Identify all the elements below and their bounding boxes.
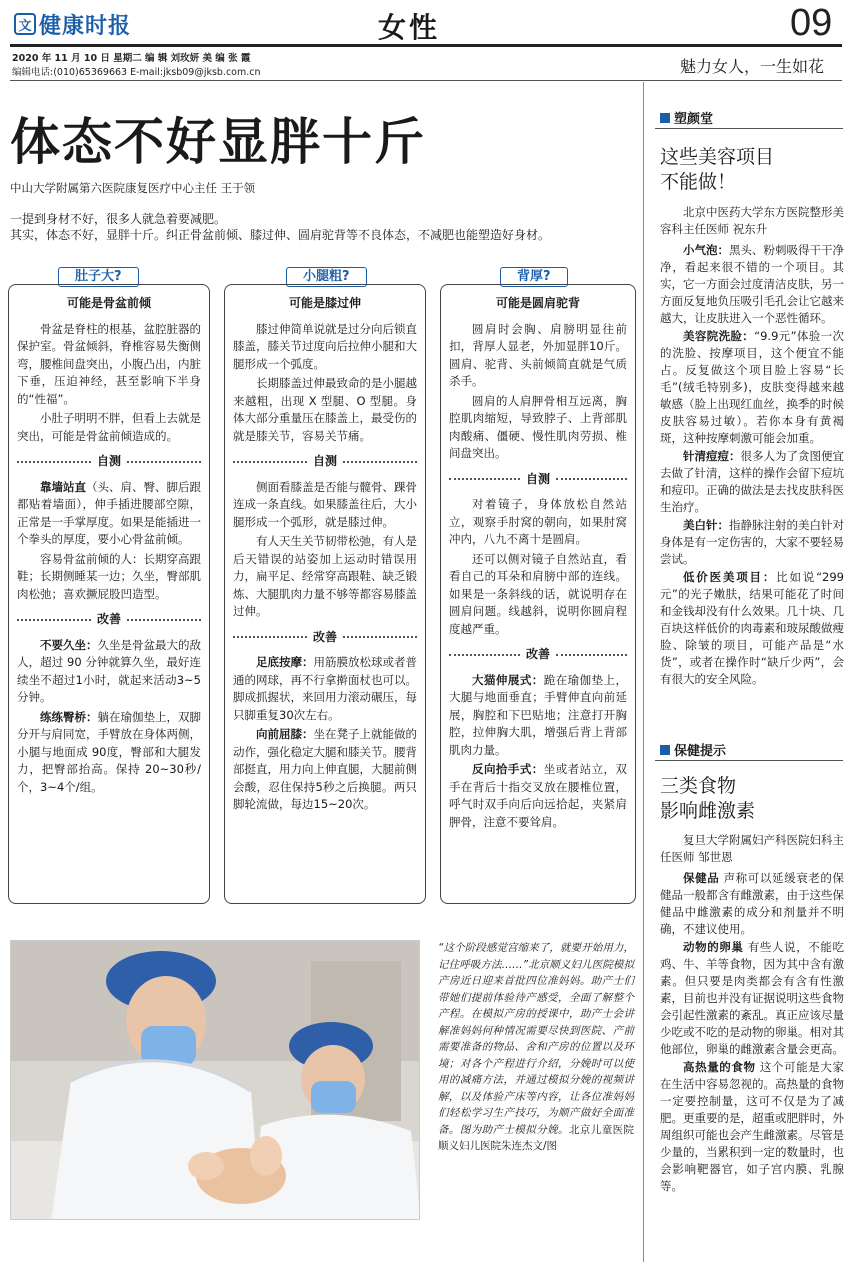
sidebar-article-food xyxy=(660,832,844,1196)
paragraph: 美白针：指静脉注射的美白针对身体是有一定伤害的，大家不要轻易尝试。 xyxy=(660,518,844,566)
square-bullet-icon xyxy=(660,745,670,755)
column-subhead: 可能是膝过伸 xyxy=(288,296,361,310)
paragraph: 不要久坐：久坐是骨盆最大的敌人，超过 90 分钟就算久坐，最好连续坐不超过1小时，就起来活动3~5分钟。 xyxy=(17,637,201,704)
page-number: 09 xyxy=(790,2,833,44)
paragraph: 练练臀桥：躺在瑜伽垫上，双脚分开与肩同宽，手臂放在身体两侧，小腿与地面成 90度，臀部和大腿发力，把臀部抬高。保持 20~30秒/个，3~4个/组。 xyxy=(17,709,201,794)
paragraph: 容易骨盆前倾的人：长期穿高跟鞋；长期侧睡某一边；久坐，臀部肌肉松弛；喜欢撅屁股凹造型。 xyxy=(17,551,201,601)
column-calf xyxy=(224,284,426,904)
logo-mark-icon: 文 xyxy=(14,13,36,35)
photo-illustration xyxy=(11,941,420,1220)
photo-credit: 北京儿童医院顺义妇儿医院朱连杰文/图 xyxy=(438,1123,635,1152)
self-test-divider: 自测 xyxy=(233,453,417,471)
paragraph: 长期膝盖过伸最致命的是小腿越来越粗，出现 X 型腿、O 型腿。身体大部分重量压在膝盖上，最受伤的就是膝关节，容易关节痛。 xyxy=(233,376,417,443)
sidebar-source: 复旦大学附属妇产科医院妇科主任医师 邹世恩 xyxy=(660,833,844,864)
paragraph: 圆肩的人肩胛骨相互远离，胸腔肌肉缩短，导致脖子、上背部肌肉酸痛、僵硬、慢性肌肉劳损、椎间盘突出。 xyxy=(449,393,627,460)
header-rule xyxy=(10,44,842,47)
column-belly xyxy=(8,284,210,904)
section-title: 女性 xyxy=(378,11,441,44)
square-bullet-icon xyxy=(660,113,670,123)
column-subhead: 可能是圆肩驼背 xyxy=(495,296,580,310)
news-photo xyxy=(10,940,420,1220)
paragraph: 小肚子明明不胖，但看上去就是突出，可能是骨盆前倾造成的。 xyxy=(17,411,201,443)
article-intro: 其实，体态不好，显胖十斤。纠正骨盆前倾、膝过伸、圆肩驼背等不良体态，不减肥也能塑造好身材。 xyxy=(10,228,551,242)
improve-divider: 改善 xyxy=(233,629,417,647)
sidebar-rule xyxy=(655,128,843,129)
improve-divider: 改善 xyxy=(17,611,201,629)
article-author: 中山大学附属第六医院康复医疗中心主任 王于领 xyxy=(10,181,256,195)
paragraph: 圆肩时会胸、肩膀明显往前扣，背厚人显老，外加显胖10斤。圆肩、驼背、头前倾简直就是气质杀手。 xyxy=(449,321,627,388)
paragraph: 足底按摩：用筋膜放松球或者普通的网球，再不行拿擀面杖也可以。脚成抓握状，来回用力滚动碾压，每只脚重复30次左右。 xyxy=(233,655,417,722)
self-test-divider: 自测 xyxy=(17,453,201,471)
sidebar-section-label: 塑颜堂 xyxy=(660,108,713,127)
sidebar-article-beauty xyxy=(660,204,844,689)
paragraph: 低价医美项目：比如说“299元”的光子嫩肤，结果可能花了时间和金钱却没有什么效果。几十块、几百块这样低价的肉毒素和玻尿酸做瘦脸、除皱的项目，可能产品是“水货”，或者在操作时“缺斤少两”，会有很大的安全风险。 xyxy=(660,570,844,686)
article-intro: 一提到身材不好，很多人就急着要减肥。 xyxy=(10,212,227,226)
paragraph: 侧面看膝盖是否能与髋骨、踝骨连成一条直线。如果膝盖往后，大小腿形成一个弧形，就是膝过伸。 xyxy=(233,479,417,529)
sidebar-source: 北京中医药大学东方医院整形美容科主任医师 祝东升 xyxy=(660,205,844,236)
paragraph: 小气泡：黑头、粉刺吸得干干净净，看起来很不错的一个项目。其实，它一方面会过度清洁皮肤，另一方面反复地负压吸引毛孔会让它越来越大，让皮肤进入一个恶性循环。 xyxy=(660,243,844,325)
column-header-belly: 肚子大? xyxy=(58,267,139,287)
paragraph: 靠墙站直（头、肩、臀、脚后跟都贴着墙面），伸手插进腰部空隙，正常是一手掌厚度。如果是能插进一个拳头的厚度，要小心骨盆前倾。 xyxy=(17,479,201,546)
newspaper-logo xyxy=(14,8,144,40)
improve-divider: 改善 xyxy=(449,646,627,664)
paragraph: 反向拾手式：坐或者站立，双手在背后十指交叉放在腰椎位置，呼气时双手向后向远拾起，夹紧肩胛骨，注意不要耸肩。 xyxy=(449,762,627,829)
self-test-divider: 自测 xyxy=(449,471,627,489)
section-slogan: 魅力女人，一生如花 xyxy=(680,57,825,76)
paragraph: 膝过伸简单说就是过分向后锁直膝盖，膝关节过度向后拉伸小腿和大腿形成一个弧度。 xyxy=(233,321,417,371)
photo-caption xyxy=(438,940,634,1155)
sidebar-title: 这些美容项目 不能做！ xyxy=(660,146,775,193)
paragraph: 保健品 声称可以延缓衰老的保健品一般都含有雌激素，由于这些保健品中雌激素的成分和剂量并不明确，不建议使用。 xyxy=(660,871,845,936)
paragraph: 针清痘痘：很多人为了贪图便宜去做了针清，这样的操作会留下痘坑和痘印。正确的做法是去找皮肤科医生治疗。 xyxy=(660,449,844,514)
issue-meta: 2020 年 11 月 10 日 星期二 编 辑 刘玫妍 美 编 张 霞 xyxy=(12,53,251,64)
paragraph: 有人天生关节韧带松弛，有人是后天错误的站姿加上运动时错误用力，扁平足、经常穿高跟鞋、缺乏锻炼、大腿肌肉力量不够等都容易膝盖过伸。 xyxy=(233,534,417,618)
contact-meta: 编辑电话:(010)65369663 E-mail:jksb09@jksb.com.cn xyxy=(12,67,261,78)
newspaper-name: 健康时报 xyxy=(39,12,132,39)
column-separator xyxy=(643,82,644,1262)
article-headline: 体态不好显胖十斤 xyxy=(10,112,426,171)
paragraph: 大猫伸展式：跪在瑜伽垫上，大腿与地面垂直；手臂伸直向前延展，胸腔和下巴贴地；注意打开胸腔，拉伸胸大肌，增强后背上背部肌肉力量。 xyxy=(449,672,627,757)
paragraph: 动物的卵巢 有些人说，不能吃鸡、牛、羊等食物，因为其中含有激素。但只要是肉类都会有含有性激素，目前也并没有证据说明这些食物会引起性激素的紊乱。真正应该尽量少吃或不吃的是动物的卵巢。相对其他部位，卵巢的雌激素含量会更高。 xyxy=(660,940,845,1056)
paragraph: 美容院洗脸：“9.9元”体验一次的洗脸、按摩项目，这个便宜不能占。反复做这个项目脸上容易“长毛”(绒毛特别多)，皮肤变得越来越敏感（脸上出现红血丝，换季的时候皮肤容易过敏）。若你本身有黄褐斑，这种按摩刺激可能会加重。 xyxy=(660,329,844,445)
header-rule-thin xyxy=(10,80,842,81)
column-header-calf: 小腿粗? xyxy=(286,267,367,287)
paragraph: 高热量的食物 这个可能是大家在生活中容易忽视的。高热量的食物一定要控制量，这可不仅是为了减肥。更重要的是，超重或肥胖时，外周组织可能也会产生雌激素。尽管是少量的，当累积到一定的数量时，也会影响靶器官，如子宫内膜、乳腺等。 xyxy=(660,1060,845,1193)
paragraph: 对着镜子，身体放松自然站立，观察手肘窝的朝向，如果肘窝冲内，八九不离十是圆肩。 xyxy=(449,497,627,546)
paragraph: 骨盆是脊柱的根基，盆腔脏器的保护室。骨盆倾斜，脊椎容易失衡侧弯，腰椎间盘突出，小腹凸出，内脏下垂，压迫神经，甚至影响下半身的“性福”。 xyxy=(17,321,201,406)
paragraph: 向前屈膝：坐在凳子上就能做的动作，强化稳定大腿和膝关节。腰背部挺直，用力向上伸直腿，大腿前侧会酸，忍住保持5秒之后换腿。两只脚轮流做，每边15~20次。 xyxy=(233,727,417,811)
column-subhead: 可能是骨盆前倾 xyxy=(66,296,151,310)
caption-text: “这个阶段感觉宫缩来了，就要开始用力，记住呼吸方法……”北京顺义妇儿医院模拟产房近日迎来首批四位准妈妈。助产士们带她们提前体验待产感受，全面了解整个产程。在模拟产房的授课中，助产士会讲解准妈妈何种情况需要尽快到医院、产前需要准备的物品、舍和产房的位置以及环境；对各个产程进行介绍，分娩时可以使用的减痛方法，并通过模拟分娩的视频讲解，以及体验产床等内容，让各位准妈妈们轻松学习生产技巧，为顺产做好全面准备。图为助产士模拟分娩。 xyxy=(438,942,634,1136)
column-back xyxy=(440,284,636,904)
sidebar-section-label: 保健提示 xyxy=(660,740,726,759)
paragraph: 还可以侧对镜子自然站直，看看自己的耳朵和肩膀中部的连线。如果是一条斜线的话，就说明存在圆肩问题。线越斜，说明你圆肩程度越严重。 xyxy=(449,551,627,636)
sidebar-title: 三类食物 影响雌激素 xyxy=(660,775,756,822)
column-header-back: 背厚? xyxy=(500,267,568,287)
sidebar-rule xyxy=(655,760,843,761)
